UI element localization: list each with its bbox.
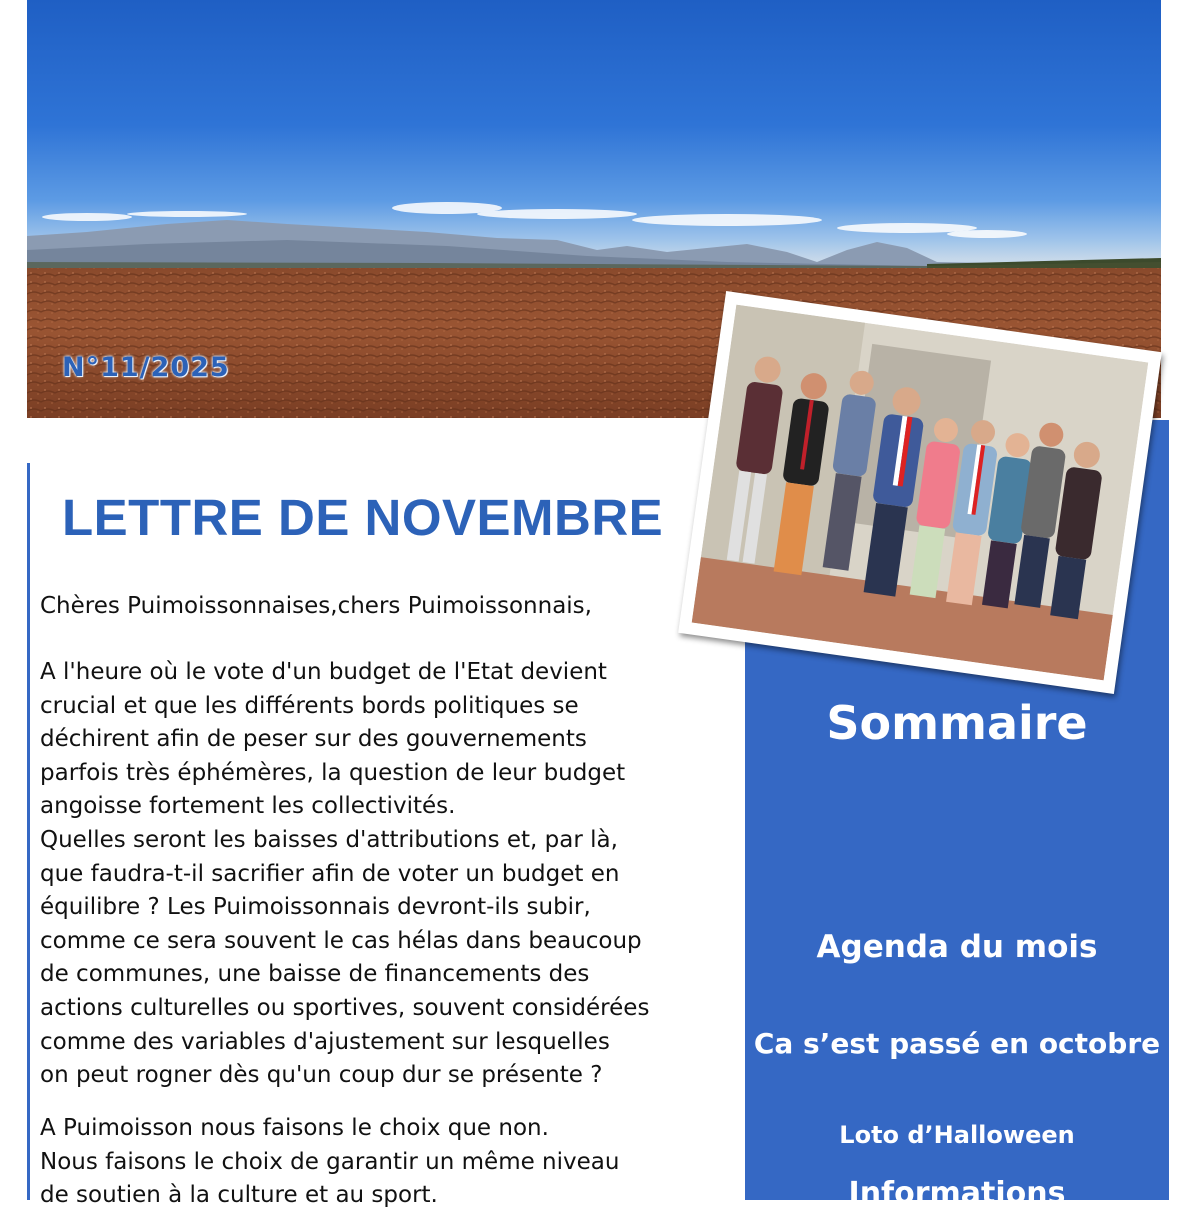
text-line: Quelles seront les baisses d'attributions et, par là,: [40, 826, 618, 853]
group-photo-illustration: [692, 305, 1149, 681]
summary-title: Sommaire: [826, 696, 1088, 750]
text-line: que faudra-t-il sacrifier afin de voter un budget en: [40, 860, 620, 887]
text-line: actions culturelles ou sportives, souvent considérées: [40, 994, 650, 1021]
text-line: crucial et que les différents bords politiques se: [40, 692, 579, 719]
body-paragraph-2: [40, 1112, 760, 1213]
text-line: comme des variables d'ajustement sur lesquelles: [40, 1028, 610, 1055]
text-line: A l'heure où le vote d'un budget de l'Etat devient: [40, 659, 607, 685]
text-line: déchirent afin de peser sur des gouvernements: [40, 726, 587, 753]
text-line: Nous faisons le choix de garantir un même niveau: [40, 1148, 620, 1175]
text-line: parfois très éphémères, la question de leur budget: [40, 759, 626, 786]
text-line: équilibre ? Les Puimoissonnais devront-ils subir,: [40, 894, 591, 921]
text-line: angoisse fortement les collectivités.: [40, 793, 456, 820]
salutation: Chères Puimoissonnaises,chers Puimoissonnais,: [40, 593, 592, 619]
body-paragraph-1: [40, 656, 760, 1093]
summary-item-october[interactable]: Ca s’est passé en octobre: [753, 1027, 1161, 1060]
issue-number: N°11/2025: [62, 352, 230, 383]
summary-item-loto[interactable]: Loto d’Halloween: [839, 1121, 1075, 1149]
text-line: de soutien à la culture et au sport.: [40, 1182, 438, 1209]
text-line: comme ce sera souvent le cas hélas dans beaucoup: [40, 927, 642, 954]
text-line: de communes, une baisse de financements des: [40, 961, 590, 988]
left-column-rule: [27, 463, 30, 1200]
summary-item-agenda[interactable]: Agenda du mois: [816, 929, 1098, 965]
page-title: LETTRE DE NOVEMBRE: [62, 489, 664, 546]
summary-item-informations[interactable]: Informations: [848, 1176, 1066, 1211]
text-line: on peut rogner dès qu'un coup dur se présente ?: [40, 1062, 603, 1089]
group-photo: [678, 291, 1162, 694]
text-line: A Puimoisson nous faisons le choix que non.: [40, 1115, 549, 1141]
